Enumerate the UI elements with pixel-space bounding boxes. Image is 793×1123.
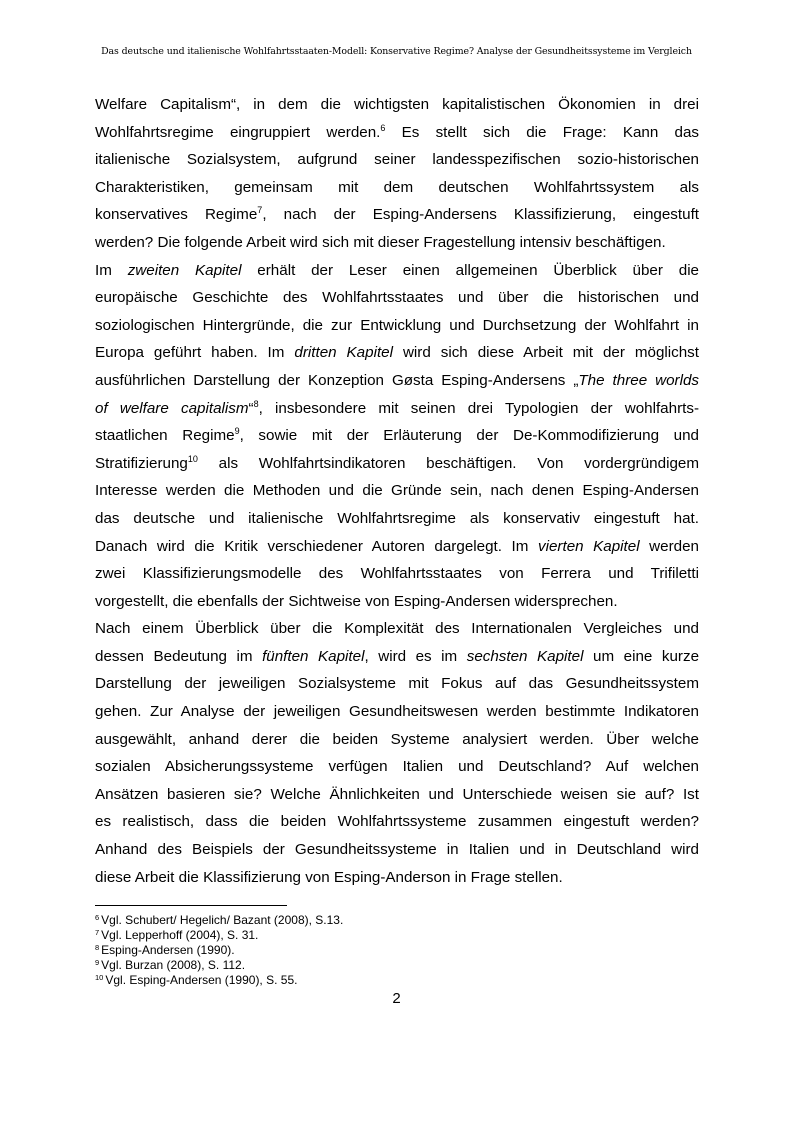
text-line <box>95 588 699 616</box>
footnote-number: 6 <box>95 913 100 922</box>
text-run: erhält der Leser einen allgemeinen Überblick über die <box>241 261 700 279</box>
text-run: sozialen Absicherungssysteme verfügen Italien und Deutschland? Auf welchen <box>95 758 699 776</box>
footnotes <box>95 913 343 988</box>
text-line <box>95 808 699 836</box>
text-run: Im <box>95 261 128 279</box>
footnote <box>95 913 343 928</box>
footnote-ref[interactable]: 6 <box>380 122 386 133</box>
text-run: Darstellung der jeweiligen Sozialsysteme mit Fokus auf das Gesundheitssystem <box>95 675 699 693</box>
footnote-ref[interactable]: 9 <box>234 426 240 437</box>
text-line <box>95 284 699 312</box>
text-line <box>95 836 699 864</box>
text-run: Interesse werden die Methoden und die Gründe sein, nach denen Esping-Andersen <box>95 482 699 500</box>
text-run: europäische Geschichte des Wohlfahrtsstaates und über die historischen und <box>95 289 699 307</box>
text-run: konservatives Regime <box>95 206 258 224</box>
text-run: , insbesondere mit seinen drei Typologien der wohlfahrts- <box>258 399 699 417</box>
text-run: Anhand des Beispiels der Gesundheitssysteme in Italien und in Deutschland wird <box>95 841 699 859</box>
text-line <box>95 670 699 698</box>
text-run: um eine kurze <box>583 647 700 665</box>
text-run: gehen. Zur Analyse der jeweiligen Gesundheitswesen werden bestimmte Indikatoren <box>95 703 699 721</box>
text-line <box>95 477 699 505</box>
chapter-reference: vierten Kapitel <box>538 537 640 555</box>
text-run: Charakteristiken, gemeinsam mit dem deutschen Wohlfahrtssystem als <box>95 178 699 196</box>
text-line <box>95 229 699 257</box>
text-run: das deutsche und italienische Wohlfahrtsregime als konservativ eingestuft hat. <box>95 509 699 527</box>
text-line <box>95 560 699 588</box>
text-run: werden <box>639 537 699 555</box>
footnote-ref[interactable]: 8 <box>253 398 259 409</box>
text-line <box>95 615 699 643</box>
text-line <box>95 312 699 340</box>
text-line <box>95 643 699 671</box>
text-line <box>95 257 699 285</box>
text-line <box>95 422 699 450</box>
chapter-reference: fünften Kapitel <box>262 647 365 665</box>
chapter-reference: zweiten Kapitel <box>127 261 242 279</box>
text-line <box>95 726 699 754</box>
text-line <box>95 174 699 202</box>
text-run: diese Arbeit die Klassifizierung von Esping-Anderson in Frage stellen. <box>95 868 563 886</box>
text-line <box>95 146 699 174</box>
text-run: Es stellt sich die Frage: Kann das <box>385 123 699 141</box>
text-line <box>95 367 699 395</box>
text-line <box>95 119 699 147</box>
text-run: “ <box>248 399 254 417</box>
text-run: Wohlfahrtsregime eingruppiert werden. <box>95 123 381 141</box>
text-run: Ansätzen basieren sie? Welche Ähnlichkeiten und Unterschiede weisen sie auf? Ist <box>95 785 699 803</box>
text-run: Danach wird die Kritik verschiedener Autoren dargelegt. Im <box>95 537 538 555</box>
footnote <box>95 958 343 973</box>
text-run: , sowie mit der Erläuterung der De-Kommodifizierung und <box>239 427 699 445</box>
book-title: of welfare capitalism <box>95 399 249 417</box>
text-line <box>95 533 699 561</box>
text-run: Europa geführt haben. Im <box>95 344 295 362</box>
footnote-ref[interactable]: 7 <box>257 205 263 216</box>
text-run: Stratifizierung <box>95 454 188 472</box>
page-number: 2 <box>392 990 401 1007</box>
text-line <box>95 91 699 119</box>
footnote-number: 10 <box>95 973 104 982</box>
text-run: werden? Die folgende Arbeit wird sich mit dieser Fragestellung intensiv beschäftigen. <box>95 233 666 251</box>
running-header: Das deutsche und italienische Wohlfahrtsstaaten-Modell: Konservative Regime? Analyse der Gesundheitssysteme im Vergleich <box>101 46 692 57</box>
text-run: es realistisch, dass die beiden Wohlfahrtssysteme zusammen eingestuft werden? <box>95 813 699 831</box>
text-line <box>95 450 699 478</box>
footnote-number: 7 <box>95 928 100 937</box>
text-line <box>95 505 699 533</box>
text-line <box>95 395 699 423</box>
text-run: soziologischen Hintergründe, die zur Entwicklung und Durchsetzung der Wohlfahrt in <box>95 316 699 334</box>
footnote-text: Vgl. Esping-Andersen (1990), S. 55. <box>105 973 298 987</box>
footnote-text: Vgl. Burzan (2008), S. 112. <box>101 958 246 972</box>
footnote <box>95 943 343 958</box>
text-run: wird sich diese Arbeit mit der möglichst <box>393 344 699 362</box>
text-run: , nach der Esping-Andersens Klassifizierung, eingestuft <box>262 206 700 224</box>
text-line <box>95 753 699 781</box>
book-title: The three worlds <box>578 371 699 389</box>
footnote-text: Vgl. Schubert/ Hegelich/ Bazant (2008), S.13. <box>101 913 344 927</box>
footnote <box>95 973 343 988</box>
text-run: italienische Sozialsystem, aufgrund seiner landesspezifischen sozio-historischen <box>95 151 699 169</box>
text-run: , wird es im <box>364 647 467 665</box>
footnote-divider <box>95 905 287 906</box>
footnote-number: 9 <box>95 958 100 967</box>
text-run: ausführlichen Darstellung der Konzeption Gøsta Esping-Andersens „ <box>95 371 579 389</box>
text-run: als Wohlfahrtsindikatoren beschäftigen. Von vordergründigem <box>197 454 699 472</box>
text-line <box>95 864 699 892</box>
text-run: ausgewählt, anhand derer die beiden Systeme analysiert werden. Über welche <box>95 730 699 748</box>
text-run: staatlichen Regime <box>95 427 235 445</box>
footnote-text: Vgl. Lepperhoff (2004), S. 31. <box>101 928 259 942</box>
text-line <box>95 201 699 229</box>
text-line <box>95 781 699 809</box>
text-run: Welfare Capitalism“, in dem die wichtigsten kapitalistischen Ökonomien in drei <box>95 96 699 113</box>
footnote-text: Esping-Andersen (1990). <box>101 943 235 957</box>
footnote-number: 8 <box>95 943 100 952</box>
footnote-ref[interactable]: 10 <box>187 453 198 464</box>
text-line <box>95 339 699 367</box>
text-run: vorgestellt, die ebenfalls der Sichtweise von Esping-Andersen widersprechen. <box>95 592 618 610</box>
text-line <box>95 698 699 726</box>
chapter-reference: dritten Kapitel <box>294 344 393 362</box>
chapter-reference: sechsten Kapitel <box>466 647 584 665</box>
text-run: dessen Bedeutung im <box>95 647 263 665</box>
text-run: Nach einem Überblick über die Komplexität des Internationalen Vergleiches und <box>95 620 699 638</box>
body-text <box>95 91 699 891</box>
footnote <box>95 928 343 943</box>
text-run: zwei Klassifizierungsmodelle des Wohlfahrtsstaates von Ferrera und Trifiletti <box>95 565 699 583</box>
